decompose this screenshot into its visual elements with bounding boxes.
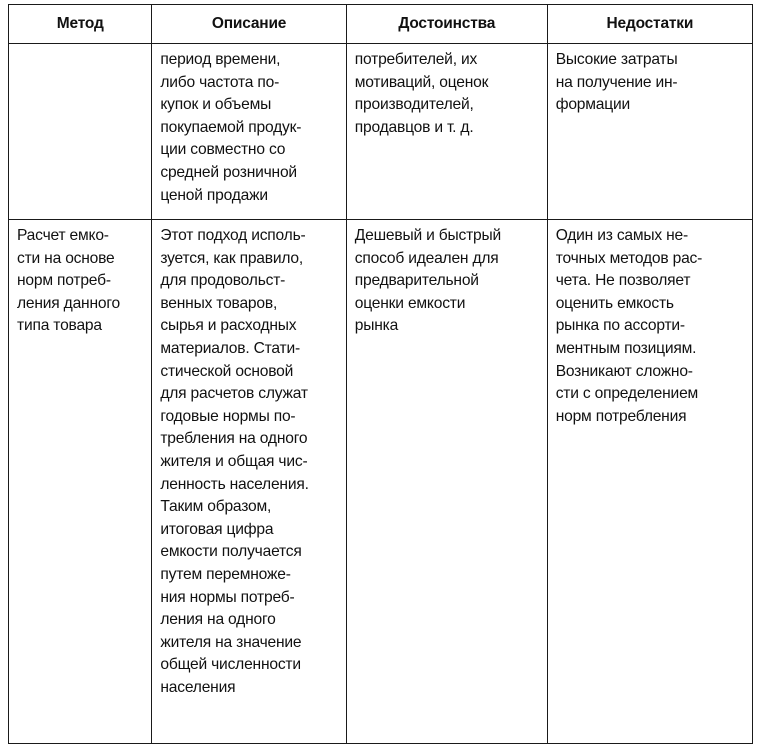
cell-advantages: потребителей, их мотиваций, оценок производителей, продавцов и т. д. [346, 44, 547, 220]
cell-description: Этот подход исполь- зуется, как правило, для продовольст- венных товаров, сырья и расходных материалов. Стати- стической основой для расчетов служат годовые нормы по- требления на одного жителя и общая чис- ленность населения. Таким образом, итоговая цифра емкости получается путем перемноже- ния нормы потреб- ления на одного жителя на значение общей численности населения [152, 220, 346, 744]
header-row [9, 5, 753, 44]
cell-disadvantages: Один из самых не- точных методов рас- чета. Не позволяет оценить емкость рынка по ассорти- ментным позициям. Возникают сложно- сти с определением норм потребления [547, 220, 752, 744]
table-header [9, 5, 753, 44]
cell-method: Расчет емко- сти на основе норм потреб- ления данного типа товара [9, 220, 152, 744]
table-row [9, 220, 753, 744]
methods-table [8, 4, 753, 744]
header-advantages: Достоинства [346, 5, 547, 44]
cell-advantages: Дешевый и быстрый способ идеален для предварительной оценки емкости рынка [346, 220, 547, 744]
header-description: Описание [152, 5, 346, 44]
cell-description: период времени, либо частота по- купок и объемы покупаемой продук- ции совместно со средней розничной ценой продажи [152, 44, 346, 220]
table-row [9, 44, 753, 220]
cell-method [9, 44, 152, 220]
header-method: Метод [9, 5, 152, 44]
document-page [8, 4, 753, 743]
table-body [9, 44, 753, 744]
header-disadvantages: Недостатки [547, 5, 752, 44]
cell-disadvantages: Высокие затраты на получение ин- формации [547, 44, 752, 220]
